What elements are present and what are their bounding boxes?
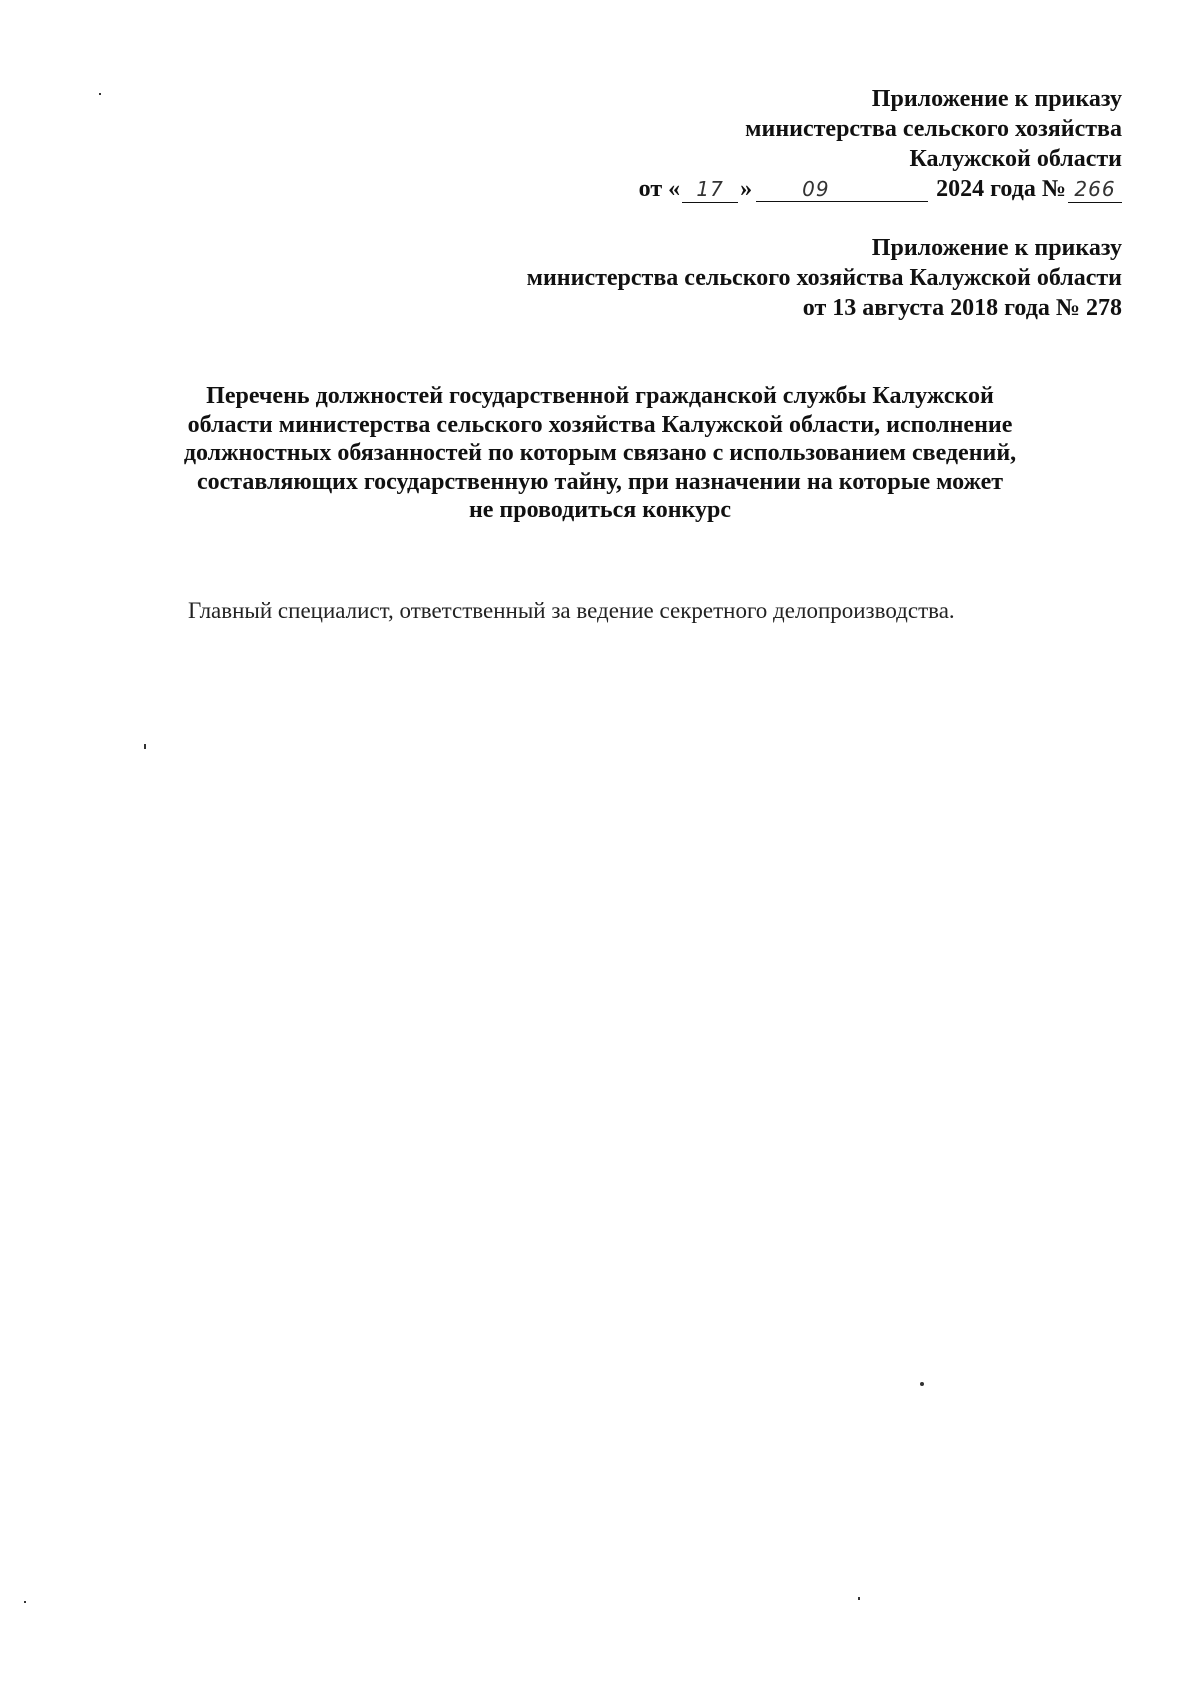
order-number-field xyxy=(1068,176,1122,203)
scan-speck xyxy=(99,93,101,95)
title-line: составляющих государственную тайну, при назначении на которые может xyxy=(196,468,1004,495)
appendix-label-previous: Приложение к приказу xyxy=(871,235,1122,261)
scan-speck xyxy=(144,744,146,749)
document-title xyxy=(150,382,1050,525)
order-date-previous: от 13 августа 2018 года № 278 xyxy=(802,295,1122,321)
title-line: не проводиться конкурс xyxy=(468,497,732,523)
position-list-item: Главный специалист, ответственный за ведение секретного делопроизводства. xyxy=(188,598,955,623)
appendix-label: Приложение к приказу xyxy=(871,86,1122,112)
day-field xyxy=(682,176,738,203)
ministry-line: министерства сельского хозяйства xyxy=(745,116,1122,142)
order-number-handwritten: 266 xyxy=(1074,177,1116,201)
scan-speck xyxy=(920,1382,924,1386)
order-date-line xyxy=(639,174,1122,204)
day-handwritten: 17 xyxy=(696,177,724,201)
title-line: области министерства сельского хозяйства Калужской области, исполнение xyxy=(187,411,1013,438)
region-line: Калужской области xyxy=(909,146,1122,172)
title-line: должностных обязанностей по которым связано с использованием сведений, xyxy=(183,440,1017,466)
title-line: Перечень должностей государственной гражданской службы Калужской xyxy=(206,383,994,409)
ministry-line-previous: министерства сельского хозяйства Калужской области xyxy=(526,265,1122,291)
appendix-header-previous xyxy=(527,233,1122,323)
appendix-header-current xyxy=(639,84,1122,204)
month-handwritten: 09 xyxy=(802,177,830,201)
scan-speck xyxy=(858,1597,860,1600)
date-prefix: от « xyxy=(638,176,681,202)
date-quote-close: » xyxy=(740,176,753,202)
year-text: 2024 года № xyxy=(936,176,1066,202)
scan-speck xyxy=(24,1601,26,1603)
month-field xyxy=(756,176,928,202)
